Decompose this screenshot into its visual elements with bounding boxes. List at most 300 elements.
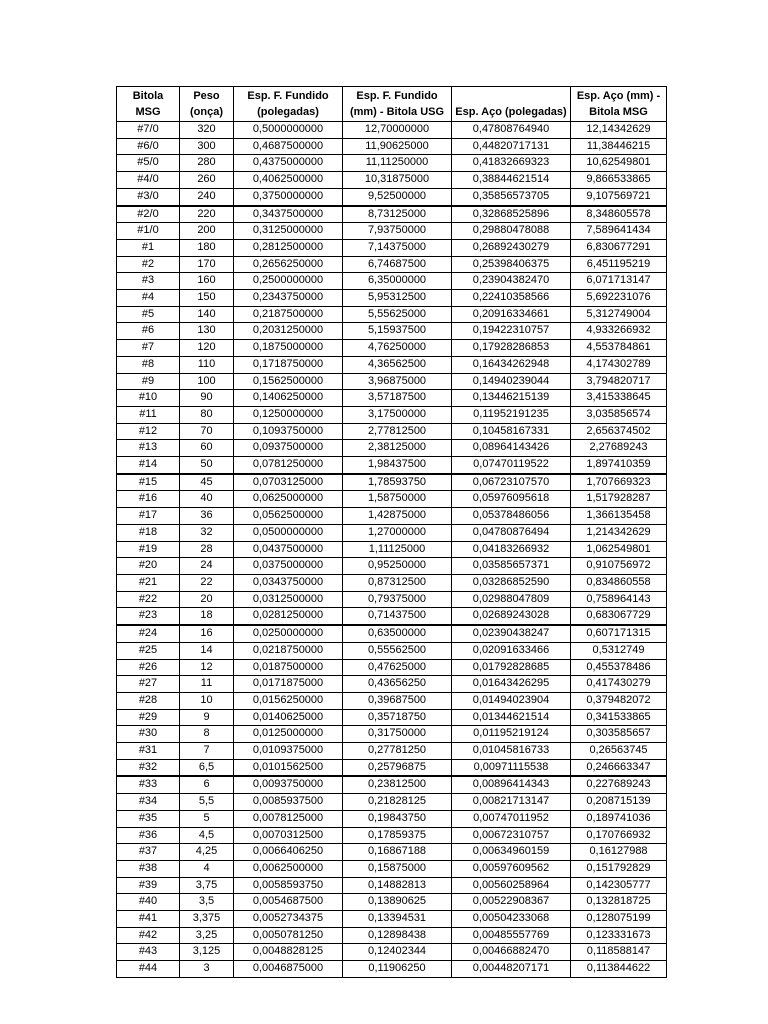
cell-f-fundido-mm: 2,77812500 — [343, 423, 452, 440]
cell-bitola: #12 — [117, 423, 180, 440]
cell-bitola: #7/0 — [117, 122, 180, 139]
cell-f-fundido-pol: 0,0171875000 — [234, 676, 343, 693]
cell-f-fundido-mm: 0,71437500 — [343, 608, 452, 625]
cell-peso: 24 — [180, 558, 234, 575]
cell-peso: 110 — [180, 356, 234, 373]
cell-f-fundido-mm: 0,12402344 — [343, 944, 452, 961]
cell-f-fundido-mm: 9,52500000 — [343, 188, 452, 205]
cell-f-fundido-pol: 0,2187500000 — [234, 306, 343, 323]
cell-aco-mm: 0,758964143 — [571, 591, 667, 608]
cell-aco-pol: 0,00466882470 — [452, 944, 571, 961]
table-row — [117, 373, 667, 390]
cell-aco-mm: 5,692231076 — [571, 290, 667, 307]
table-row — [117, 692, 667, 709]
cell-aco-pol: 0,25398406375 — [452, 256, 571, 273]
cell-f-fundido-pol: 0,0101562500 — [234, 759, 343, 776]
cell-aco-pol: 0,01344621514 — [452, 709, 571, 726]
cell-aco-mm: 12,14342629 — [571, 122, 667, 139]
table-row — [117, 508, 667, 525]
cell-f-fundido-pol: 0,0250000000 — [234, 625, 343, 642]
cell-peso: 320 — [180, 122, 234, 139]
cell-f-fundido-mm: 1,27000000 — [343, 524, 452, 541]
table-row — [117, 759, 667, 776]
cell-bitola: #33 — [117, 776, 180, 793]
cell-aco-mm: 0,142305777 — [571, 877, 667, 894]
cell-bitola: #36 — [117, 827, 180, 844]
cell-peso: 11 — [180, 676, 234, 693]
cell-aco-mm: 9,866533865 — [571, 172, 667, 189]
cell-peso: 32 — [180, 524, 234, 541]
cell-peso: 28 — [180, 541, 234, 558]
cell-f-fundido-pol: 0,2343750000 — [234, 290, 343, 307]
cell-bitola: #24 — [117, 625, 180, 642]
cell-aco-mm: 1,897410359 — [571, 457, 667, 474]
cell-aco-mm: 4,553784861 — [571, 340, 667, 357]
cell-aco-pol: 0,00560258964 — [452, 877, 571, 894]
cell-f-fundido-mm: 12,70000000 — [343, 122, 452, 139]
table-row — [117, 306, 667, 323]
cell-aco-pol: 0,07470119522 — [452, 457, 571, 474]
cell-bitola: #6/0 — [117, 138, 180, 155]
table-row — [117, 524, 667, 541]
cell-peso: 140 — [180, 306, 234, 323]
cell-aco-pol: 0,00448207171 — [452, 961, 571, 978]
cell-f-fundido-mm: 0,19843750 — [343, 810, 452, 827]
cell-aco-pol: 0,06723107570 — [452, 474, 571, 491]
header-esp-aco-pol — [452, 87, 571, 122]
cell-aco-mm: 0,170766932 — [571, 827, 667, 844]
table-row — [117, 844, 667, 861]
table-row — [117, 860, 667, 877]
cell-f-fundido-pol: 0,0312500000 — [234, 591, 343, 608]
cell-f-fundido-mm: 2,38125000 — [343, 440, 452, 457]
cell-peso: 6,5 — [180, 759, 234, 776]
cell-f-fundido-mm: 8,73125000 — [343, 206, 452, 223]
table-row — [117, 155, 667, 172]
cell-f-fundido-mm: 4,36562500 — [343, 356, 452, 373]
cell-f-fundido-pol: 0,0281250000 — [234, 608, 343, 625]
cell-f-fundido-mm: 3,57187500 — [343, 390, 452, 407]
cell-f-fundido-pol: 0,0050781250 — [234, 927, 343, 944]
cell-aco-mm: 0,417430279 — [571, 676, 667, 693]
cell-aco-mm: 10,62549801 — [571, 155, 667, 172]
header-line: Bitola — [132, 90, 164, 102]
cell-peso: 22 — [180, 574, 234, 591]
cell-peso: 4 — [180, 860, 234, 877]
cell-bitola: #1 — [117, 239, 180, 256]
cell-f-fundido-pol: 0,0343750000 — [234, 574, 343, 591]
cell-peso: 40 — [180, 491, 234, 508]
cell-peso: 260 — [180, 172, 234, 189]
cell-peso: 4,5 — [180, 827, 234, 844]
cell-bitola: #37 — [117, 844, 180, 861]
cell-bitola: #3/0 — [117, 188, 180, 205]
cell-aco-mm: 0,189741036 — [571, 810, 667, 827]
cell-bitola: #13 — [117, 440, 180, 457]
cell-f-fundido-pol: 0,0058593750 — [234, 877, 343, 894]
header-line: Peso — [193, 90, 220, 102]
header-esp-f-fundido-pol — [234, 87, 343, 122]
cell-aco-pol: 0,00747011952 — [452, 810, 571, 827]
cell-f-fundido-pol: 0,0562500000 — [234, 508, 343, 525]
cell-f-fundido-mm: 0,12898438 — [343, 927, 452, 944]
cell-aco-mm: 0,16127988 — [571, 844, 667, 861]
header-line: MSG — [135, 106, 161, 118]
table-row — [117, 356, 667, 373]
cell-f-fundido-pol: 0,2031250000 — [234, 323, 343, 340]
cell-f-fundido-pol: 0,1875000000 — [234, 340, 343, 357]
cell-f-fundido-pol: 0,0066406250 — [234, 844, 343, 861]
cell-aco-pol: 0,14940239044 — [452, 373, 571, 390]
table-row — [117, 423, 667, 440]
cell-f-fundido-mm: 0,15875000 — [343, 860, 452, 877]
cell-aco-pol: 0,38844621514 — [452, 172, 571, 189]
cell-f-fundido-pol: 0,0781250000 — [234, 457, 343, 474]
cell-f-fundido-pol: 0,0054687500 — [234, 894, 343, 911]
cell-f-fundido-pol: 0,5000000000 — [234, 122, 343, 139]
cell-bitola: #18 — [117, 524, 180, 541]
cell-peso: 150 — [180, 290, 234, 307]
cell-peso: 120 — [180, 340, 234, 357]
cell-peso: 220 — [180, 206, 234, 223]
cell-f-fundido-mm: 0,31750000 — [343, 726, 452, 743]
cell-aco-pol: 0,10458167331 — [452, 423, 571, 440]
table-row — [117, 340, 667, 357]
cell-peso: 3,375 — [180, 911, 234, 928]
cell-peso: 16 — [180, 625, 234, 642]
cell-peso: 280 — [180, 155, 234, 172]
table-row — [117, 558, 667, 575]
table-row — [117, 642, 667, 659]
cell-aco-mm: 0,607171315 — [571, 625, 667, 642]
cell-aco-pol: 0,11952191235 — [452, 406, 571, 423]
cell-aco-mm: 0,303585657 — [571, 726, 667, 743]
cell-aco-pol: 0,00672310757 — [452, 827, 571, 844]
cell-f-fundido-pol: 0,0085937500 — [234, 794, 343, 811]
cell-f-fundido-pol: 0,2812500000 — [234, 239, 343, 256]
cell-aco-mm: 0,208715139 — [571, 794, 667, 811]
cell-f-fundido-mm: 1,58750000 — [343, 491, 452, 508]
table-row — [117, 440, 667, 457]
cell-bitola: #10 — [117, 390, 180, 407]
cell-bitola: #1/0 — [117, 223, 180, 240]
cell-peso: 8 — [180, 726, 234, 743]
cell-peso: 160 — [180, 273, 234, 290]
cell-bitola: #5 — [117, 306, 180, 323]
cell-bitola: #32 — [117, 759, 180, 776]
cell-aco-mm: 3,794820717 — [571, 373, 667, 390]
cell-peso: 180 — [180, 239, 234, 256]
cell-bitola: #2 — [117, 256, 180, 273]
cell-bitola: #7 — [117, 340, 180, 357]
table-row — [117, 574, 667, 591]
cell-f-fundido-mm: 7,14375000 — [343, 239, 452, 256]
cell-aco-pol: 0,02689243028 — [452, 608, 571, 625]
cell-f-fundido-mm: 0,35718750 — [343, 709, 452, 726]
table-row — [117, 172, 667, 189]
cell-f-fundido-mm: 0,25796875 — [343, 759, 452, 776]
cell-aco-mm: 4,174302789 — [571, 356, 667, 373]
cell-aco-mm: 0,379482072 — [571, 692, 667, 709]
cell-f-fundido-mm: 0,43656250 — [343, 676, 452, 693]
header-line: Esp. Aço (polegadas) — [455, 106, 567, 118]
cell-aco-mm: 1,214342629 — [571, 524, 667, 541]
header-line — [452, 88, 570, 104]
cell-aco-mm: 11,38446215 — [571, 138, 667, 155]
cell-peso: 3,25 — [180, 927, 234, 944]
header-line: (onça) — [190, 106, 223, 118]
cell-aco-pol: 0,02988047809 — [452, 591, 571, 608]
table-row — [117, 406, 667, 423]
cell-peso: 130 — [180, 323, 234, 340]
cell-aco-pol: 0,00485557769 — [452, 927, 571, 944]
header-row — [117, 87, 667, 122]
cell-peso: 18 — [180, 608, 234, 625]
table-row — [117, 794, 667, 811]
cell-f-fundido-mm: 4,76250000 — [343, 340, 452, 357]
cell-bitola: #25 — [117, 642, 180, 659]
cell-aco-pol: 0,47808764940 — [452, 122, 571, 139]
cell-aco-pol: 0,01643426295 — [452, 676, 571, 693]
cell-aco-pol: 0,08964143426 — [452, 440, 571, 457]
table-row — [117, 709, 667, 726]
table-row — [117, 206, 667, 223]
cell-f-fundido-pol: 0,3750000000 — [234, 188, 343, 205]
cell-aco-pol: 0,01045816733 — [452, 743, 571, 760]
cell-f-fundido-pol: 0,3437500000 — [234, 206, 343, 223]
table-row — [117, 256, 667, 273]
cell-aco-mm: 0,246663347 — [571, 759, 667, 776]
cell-f-fundido-mm: 0,87312500 — [343, 574, 452, 591]
cell-f-fundido-mm: 0,17859375 — [343, 827, 452, 844]
cell-f-fundido-pol: 0,0140625000 — [234, 709, 343, 726]
cell-f-fundido-pol: 0,0625000000 — [234, 491, 343, 508]
cell-aco-mm: 6,451195219 — [571, 256, 667, 273]
cell-aco-mm: 0,128075199 — [571, 911, 667, 928]
cell-f-fundido-pol: 0,2500000000 — [234, 273, 343, 290]
cell-f-fundido-mm: 5,15937500 — [343, 323, 452, 340]
cell-bitola: #6 — [117, 323, 180, 340]
cell-peso: 3,125 — [180, 944, 234, 961]
cell-f-fundido-pol: 0,0703125000 — [234, 474, 343, 491]
table-row — [117, 659, 667, 676]
cell-aco-pol: 0,00522908367 — [452, 894, 571, 911]
table-row — [117, 591, 667, 608]
cell-f-fundido-mm: 1,42875000 — [343, 508, 452, 525]
cell-peso: 5 — [180, 810, 234, 827]
cell-aco-mm: 1,366135458 — [571, 508, 667, 525]
cell-f-fundido-mm: 0,39687500 — [343, 692, 452, 709]
cell-aco-mm: 5,312749004 — [571, 306, 667, 323]
table-row — [117, 877, 667, 894]
cell-bitola: #23 — [117, 608, 180, 625]
cell-peso: 3,75 — [180, 877, 234, 894]
cell-f-fundido-mm: 0,16867188 — [343, 844, 452, 861]
cell-bitola: #28 — [117, 692, 180, 709]
cell-aco-mm: 8,348605578 — [571, 206, 667, 223]
cell-f-fundido-mm: 1,78593750 — [343, 474, 452, 491]
cell-aco-mm: 0,227689243 — [571, 776, 667, 793]
cell-aco-mm: 6,830677291 — [571, 239, 667, 256]
header-line: (mm) - Bitola USG — [349, 106, 445, 118]
cell-f-fundido-mm: 0,13394531 — [343, 911, 452, 928]
cell-aco-pol: 0,01494023904 — [452, 692, 571, 709]
cell-bitola: #4 — [117, 290, 180, 307]
cell-aco-mm: 4,933266932 — [571, 323, 667, 340]
cell-peso: 300 — [180, 138, 234, 155]
table-row — [117, 676, 667, 693]
table-row — [117, 290, 667, 307]
cell-peso: 70 — [180, 423, 234, 440]
cell-f-fundido-pol: 0,4687500000 — [234, 138, 343, 155]
cell-aco-mm: 0,341533865 — [571, 709, 667, 726]
cell-f-fundido-mm: 1,98437500 — [343, 457, 452, 474]
cell-peso: 240 — [180, 188, 234, 205]
cell-peso: 3 — [180, 961, 234, 978]
cell-f-fundido-mm: 0,79375000 — [343, 591, 452, 608]
cell-f-fundido-mm: 3,96875000 — [343, 373, 452, 390]
cell-bitola: #20 — [117, 558, 180, 575]
cell-f-fundido-mm: 3,17500000 — [343, 406, 452, 423]
cell-aco-pol: 0,20916334661 — [452, 306, 571, 323]
cell-aco-mm: 0,123331673 — [571, 927, 667, 944]
cell-bitola: #29 — [117, 709, 180, 726]
cell-bitola: #39 — [117, 877, 180, 894]
cell-f-fundido-mm: 5,55625000 — [343, 306, 452, 323]
table-row — [117, 911, 667, 928]
header-esp-aco-mm — [571, 87, 667, 122]
cell-aco-pol: 0,26892430279 — [452, 239, 571, 256]
cell-peso: 12 — [180, 659, 234, 676]
cell-aco-mm: 0,132818725 — [571, 894, 667, 911]
cell-peso: 170 — [180, 256, 234, 273]
cell-bitola: #16 — [117, 491, 180, 508]
cell-bitola: #21 — [117, 574, 180, 591]
cell-peso: 36 — [180, 508, 234, 525]
cell-f-fundido-mm: 0,11906250 — [343, 961, 452, 978]
cell-aco-pol: 0,41832669323 — [452, 155, 571, 172]
cell-aco-pol: 0,29880478088 — [452, 223, 571, 240]
cell-aco-mm: 3,415338645 — [571, 390, 667, 407]
cell-f-fundido-pol: 0,0500000000 — [234, 524, 343, 541]
cell-f-fundido-pol: 0,1718750000 — [234, 356, 343, 373]
cell-f-fundido-pol: 0,0046875000 — [234, 961, 343, 978]
cell-f-fundido-pol: 0,0048828125 — [234, 944, 343, 961]
cell-f-fundido-pol: 0,1093750000 — [234, 423, 343, 440]
cell-aco-mm: 1,517928287 — [571, 491, 667, 508]
table-body — [117, 122, 667, 978]
cell-aco-mm: 0,151792829 — [571, 860, 667, 877]
cell-f-fundido-pol: 0,0218750000 — [234, 642, 343, 659]
cell-aco-pol: 0,00634960159 — [452, 844, 571, 861]
cell-f-fundido-mm: 10,31875000 — [343, 172, 452, 189]
cell-aco-pol: 0,02091633466 — [452, 642, 571, 659]
cell-aco-pol: 0,00597609562 — [452, 860, 571, 877]
table-row — [117, 726, 667, 743]
cell-f-fundido-pol: 0,3125000000 — [234, 223, 343, 240]
cell-f-fundido-pol: 0,0187500000 — [234, 659, 343, 676]
cell-peso: 7 — [180, 743, 234, 760]
cell-peso: 200 — [180, 223, 234, 240]
cell-bitola: #34 — [117, 794, 180, 811]
cell-aco-mm: 2,27689243 — [571, 440, 667, 457]
cell-bitola: #8 — [117, 356, 180, 373]
cell-bitola: #22 — [117, 591, 180, 608]
cell-aco-pol: 0,35856573705 — [452, 188, 571, 205]
table-row — [117, 323, 667, 340]
header-line: Esp. Aço (mm) - — [576, 90, 661, 102]
header-peso — [180, 87, 234, 122]
table-row — [117, 122, 667, 139]
cell-f-fundido-pol: 0,0093750000 — [234, 776, 343, 793]
cell-f-fundido-pol: 0,0070312500 — [234, 827, 343, 844]
cell-bitola: #42 — [117, 927, 180, 944]
cell-bitola: #4/0 — [117, 172, 180, 189]
cell-f-fundido-mm: 11,90625000 — [343, 138, 452, 155]
cell-f-fundido-pol: 0,0125000000 — [234, 726, 343, 743]
cell-f-fundido-mm: 1,11125000 — [343, 541, 452, 558]
cell-bitola: #35 — [117, 810, 180, 827]
cell-bitola: #11 — [117, 406, 180, 423]
table-row — [117, 541, 667, 558]
cell-bitola: #40 — [117, 894, 180, 911]
cell-aco-pol: 0,05378486056 — [452, 508, 571, 525]
header-esp-f-fundido-mm — [343, 87, 452, 122]
cell-bitola: #30 — [117, 726, 180, 743]
table-row — [117, 961, 667, 978]
cell-f-fundido-pol: 0,0437500000 — [234, 541, 343, 558]
table-row — [117, 390, 667, 407]
cell-peso: 9 — [180, 709, 234, 726]
cell-bitola: #15 — [117, 474, 180, 491]
cell-aco-pol: 0,00971115538 — [452, 759, 571, 776]
table-row — [117, 608, 667, 625]
cell-peso: 14 — [180, 642, 234, 659]
cell-aco-pol: 0,04183266932 — [452, 541, 571, 558]
cell-f-fundido-pol: 0,0052734375 — [234, 911, 343, 928]
cell-bitola: #27 — [117, 676, 180, 693]
cell-peso: 50 — [180, 457, 234, 474]
cell-aco-mm: 7,589641434 — [571, 223, 667, 240]
cell-f-fundido-pol: 0,0375000000 — [234, 558, 343, 575]
cell-f-fundido-mm: 0,14882813 — [343, 877, 452, 894]
cell-f-fundido-pol: 0,2656250000 — [234, 256, 343, 273]
cell-f-fundido-mm: 0,13890625 — [343, 894, 452, 911]
cell-aco-mm: 2,656374502 — [571, 423, 667, 440]
cell-aco-pol: 0,00504233068 — [452, 911, 571, 928]
table-row — [117, 927, 667, 944]
cell-f-fundido-pol: 0,0937500000 — [234, 440, 343, 457]
cell-aco-mm: 1,707669323 — [571, 474, 667, 491]
cell-aco-pol: 0,44820717131 — [452, 138, 571, 155]
cell-bitola: #26 — [117, 659, 180, 676]
cell-aco-mm: 9,107569721 — [571, 188, 667, 205]
cell-aco-pol: 0,03286852590 — [452, 574, 571, 591]
cell-aco-pol: 0,01792828685 — [452, 659, 571, 676]
header-line: Bitola MSG — [589, 106, 648, 118]
cell-f-fundido-mm: 0,27781250 — [343, 743, 452, 760]
cell-aco-pol: 0,00821713147 — [452, 794, 571, 811]
cell-f-fundido-mm: 11,11250000 — [343, 155, 452, 172]
cell-bitola: #14 — [117, 457, 180, 474]
cell-aco-pol: 0,19422310757 — [452, 323, 571, 340]
cell-aco-pol: 0,04780876494 — [452, 524, 571, 541]
cell-f-fundido-mm: 0,95250000 — [343, 558, 452, 575]
cell-f-fundido-mm: 0,47625000 — [343, 659, 452, 676]
cell-f-fundido-mm: 0,21828125 — [343, 794, 452, 811]
cell-aco-pol: 0,22410358566 — [452, 290, 571, 307]
cell-aco-pol: 0,03585657371 — [452, 558, 571, 575]
